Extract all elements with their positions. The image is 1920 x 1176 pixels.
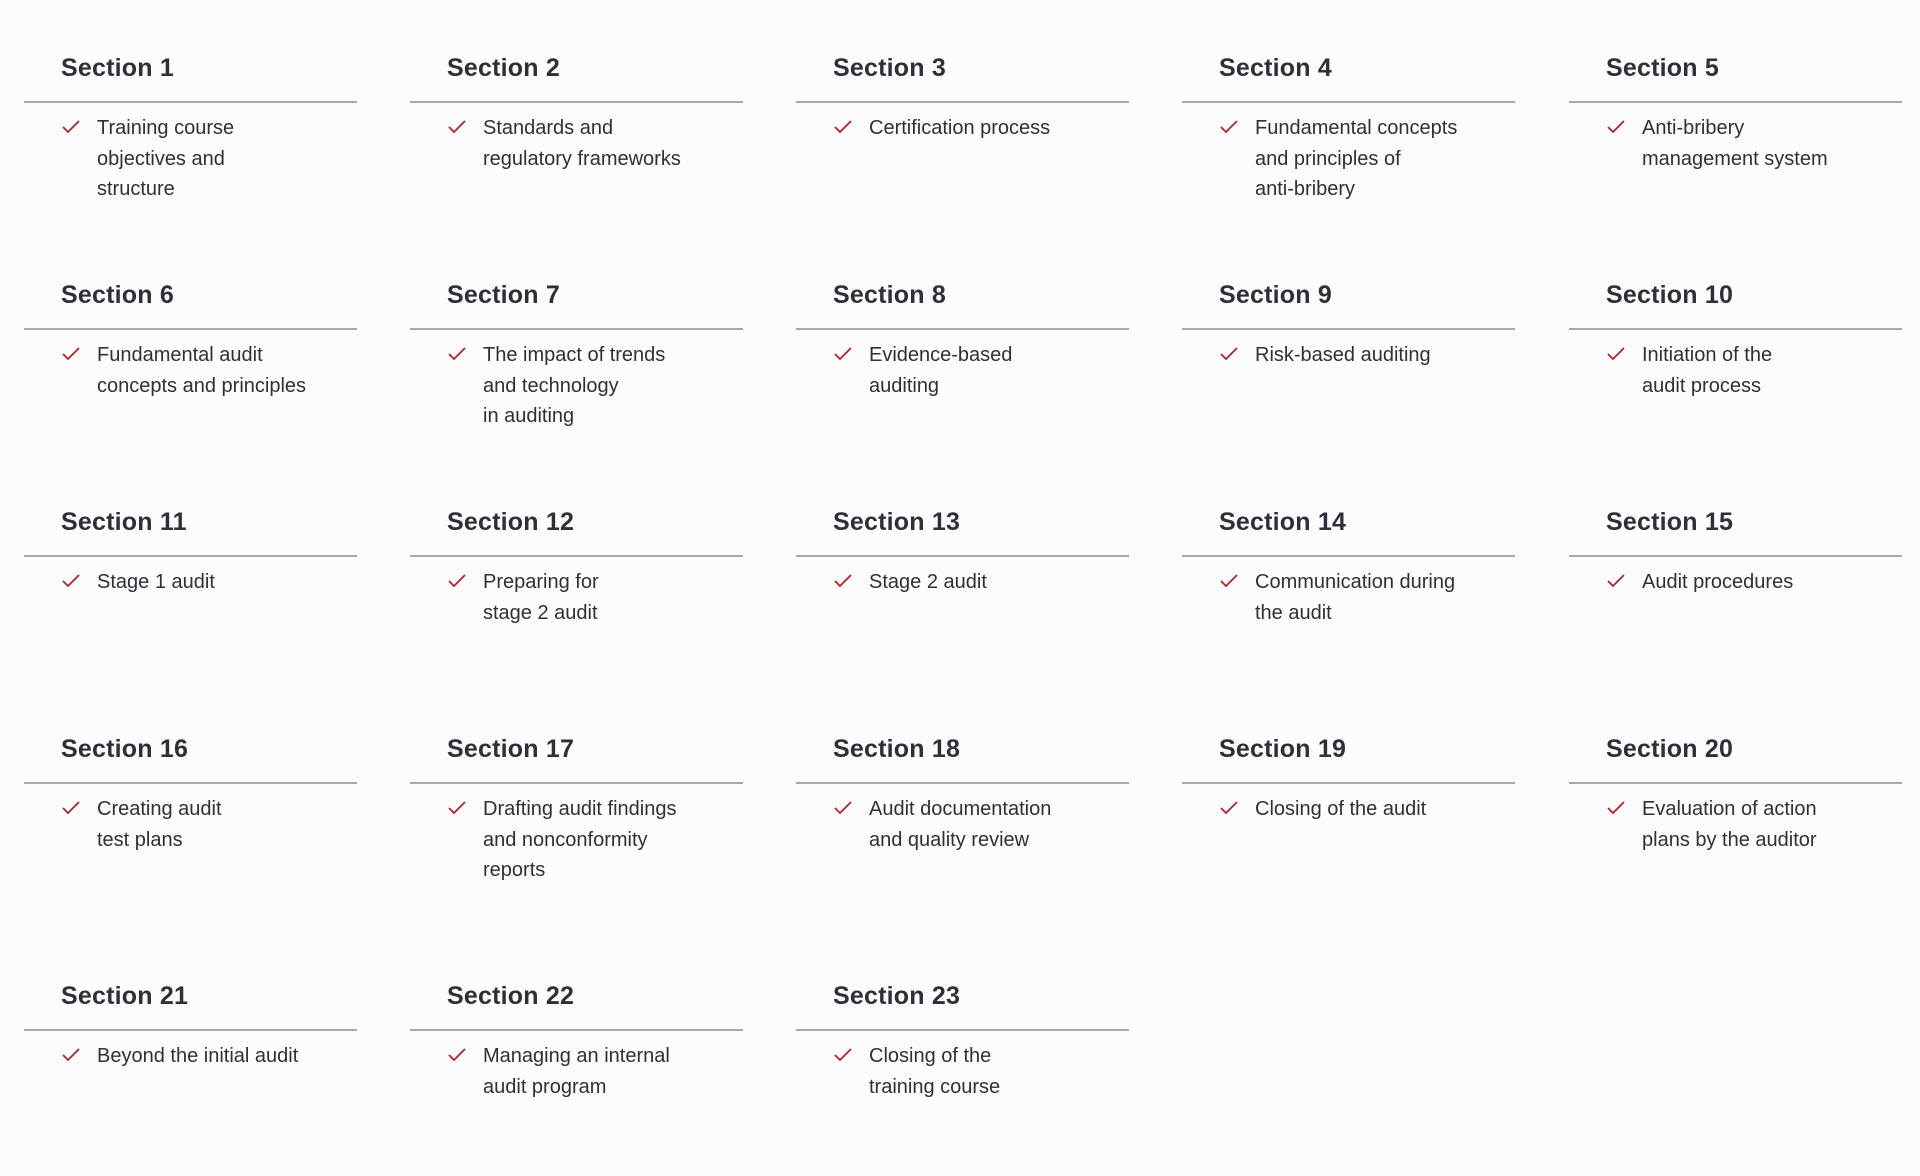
section-card <box>410 275 743 432</box>
section-item <box>410 113 728 174</box>
check-icon <box>61 800 81 816</box>
section-item <box>24 340 342 401</box>
section-divider <box>1569 328 1902 330</box>
section-item-text: The impact of trends and technology in auditing <box>483 344 666 427</box>
section-item-text: Initiation of the audit process <box>1642 344 1773 397</box>
section-title: Section 5 <box>1606 54 1719 82</box>
section-divider <box>410 101 743 103</box>
section-item-text: Stage 1 audit <box>97 571 215 593</box>
check-icon <box>1606 346 1626 362</box>
section-card <box>1182 275 1515 371</box>
section-divider <box>1569 555 1902 557</box>
section-card <box>1182 729 1515 825</box>
check-icon <box>833 800 853 816</box>
section-item <box>24 1041 342 1072</box>
check-icon <box>1219 800 1239 816</box>
section-divider <box>796 782 1129 784</box>
check-icon <box>833 1047 853 1063</box>
section-title: Section 15 <box>1606 508 1734 536</box>
check-icon <box>833 119 853 135</box>
section-card <box>1182 502 1515 628</box>
section-divider <box>410 1029 743 1031</box>
section-item <box>24 113 342 205</box>
section-item <box>410 340 728 432</box>
section-item <box>796 794 1114 855</box>
section-item <box>410 794 728 886</box>
section-item <box>24 794 342 855</box>
section-item-text: Closing of the training course <box>869 1045 1001 1098</box>
section-card <box>24 976 357 1072</box>
sections-row <box>24 48 1902 248</box>
section-card <box>24 729 357 855</box>
section-card <box>410 976 743 1102</box>
section-title: Section 16 <box>61 735 189 763</box>
section-item-text: Training course objectives and structure <box>97 117 235 200</box>
section-divider <box>1182 101 1515 103</box>
section-item-text: Managing an internal audit program <box>483 1045 670 1098</box>
check-icon <box>61 573 81 589</box>
section-item <box>1182 340 1500 371</box>
section-card <box>1182 48 1515 205</box>
section-card <box>796 729 1129 855</box>
section-divider <box>24 1029 357 1031</box>
check-icon <box>447 800 467 816</box>
section-item-text: Audit procedures <box>1642 571 1794 593</box>
section-card <box>410 502 743 628</box>
sections-row <box>24 976 1902 1176</box>
section-divider <box>24 101 357 103</box>
section-item <box>796 567 1114 598</box>
section-item-text: Drafting audit findings and nonconformity reports <box>483 798 677 881</box>
section-title: Section 3 <box>833 54 946 82</box>
section-title: Section 18 <box>833 735 961 763</box>
section-item <box>796 1041 1114 1102</box>
check-icon <box>61 1047 81 1063</box>
section-card <box>796 976 1129 1102</box>
section-title: Section 10 <box>1606 281 1734 309</box>
check-icon <box>1606 573 1626 589</box>
section-item-text: Preparing for stage 2 audit <box>483 571 599 624</box>
section-card <box>24 502 357 598</box>
check-icon <box>61 119 81 135</box>
section-divider <box>1569 782 1902 784</box>
check-icon <box>447 119 467 135</box>
check-icon <box>1219 573 1239 589</box>
section-divider <box>410 782 743 784</box>
section-title: Section 21 <box>61 982 189 1010</box>
section-item-text: Audit documentation and quality review <box>869 798 1052 851</box>
section-divider <box>1182 555 1515 557</box>
section-title: Section 11 <box>61 508 187 536</box>
section-card <box>1569 729 1902 855</box>
section-divider <box>796 328 1129 330</box>
section-item-text: Fundamental audit concepts and principles <box>97 344 307 397</box>
sections-row <box>24 502 1902 702</box>
section-divider <box>796 1029 1129 1031</box>
section-item <box>1569 794 1887 855</box>
sections-row <box>24 275 1902 475</box>
section-title: Section 23 <box>833 982 961 1010</box>
section-item <box>796 113 1114 144</box>
section-title: Section 22 <box>447 982 575 1010</box>
section-divider <box>1182 782 1515 784</box>
section-item <box>1569 340 1887 401</box>
check-icon <box>447 1047 467 1063</box>
section-title: Section 12 <box>447 508 575 536</box>
section-title: Section 2 <box>447 54 560 82</box>
section-card <box>24 275 357 401</box>
section-title: Section 19 <box>1219 735 1347 763</box>
section-card <box>796 275 1129 401</box>
section-title: Section 8 <box>833 281 946 309</box>
section-item <box>1182 794 1500 825</box>
section-card <box>1569 275 1902 401</box>
section-item-text: Evidence-based auditing <box>869 344 1013 397</box>
section-divider <box>796 555 1129 557</box>
section-divider <box>24 782 357 784</box>
section-title: Section 9 <box>1219 281 1332 309</box>
section-item-text: Creating audit test plans <box>97 798 222 851</box>
section-card <box>24 48 357 205</box>
section-title: Section 17 <box>447 735 575 763</box>
section-divider <box>410 328 743 330</box>
section-card <box>1569 48 1902 174</box>
section-item <box>410 567 728 628</box>
section-divider <box>1569 101 1902 103</box>
section-item <box>796 340 1114 401</box>
check-icon <box>447 573 467 589</box>
section-card <box>796 502 1129 598</box>
section-divider <box>796 101 1129 103</box>
check-icon <box>447 346 467 362</box>
section-item <box>1569 567 1887 598</box>
section-item-text: Communication during the audit <box>1255 571 1456 624</box>
section-item <box>1182 113 1500 205</box>
section-item-text: Fundamental concepts and principles of anti-bribery <box>1255 117 1458 200</box>
check-icon <box>61 346 81 362</box>
section-title: Section 20 <box>1606 735 1734 763</box>
section-card <box>410 48 743 174</box>
check-icon <box>833 346 853 362</box>
section-item-text: Stage 2 audit <box>869 571 987 593</box>
section-item <box>24 567 342 598</box>
check-icon <box>1606 119 1626 135</box>
sections-row <box>24 729 1902 929</box>
section-divider <box>24 555 357 557</box>
check-icon <box>1219 346 1239 362</box>
section-item <box>1182 567 1500 628</box>
section-title: Section 7 <box>447 281 560 309</box>
section-title: Section 4 <box>1219 54 1332 82</box>
section-item <box>1569 113 1887 174</box>
section-item-text: Evaluation of action plans by the auditor <box>1642 798 1817 851</box>
section-card <box>796 48 1129 144</box>
section-item-text: Standards and regulatory frameworks <box>483 117 681 170</box>
section-divider <box>410 555 743 557</box>
section-item-text: Risk-based auditing <box>1255 344 1431 366</box>
section-card <box>410 729 743 886</box>
section-card <box>1569 502 1902 598</box>
section-divider <box>24 328 357 330</box>
section-item-text: Certification process <box>869 117 1051 139</box>
check-icon <box>1606 800 1626 816</box>
check-icon <box>1219 119 1239 135</box>
section-divider <box>1182 328 1515 330</box>
section-title: Section 13 <box>833 508 961 536</box>
section-item-text: Anti-bribery management system <box>1642 117 1828 170</box>
check-icon <box>833 573 853 589</box>
section-item <box>410 1041 728 1102</box>
section-title: Section 14 <box>1219 508 1347 536</box>
section-item-text: Beyond the initial audit <box>97 1045 299 1067</box>
section-title: Section 1 <box>61 54 174 82</box>
section-item-text: Closing of the audit <box>1255 798 1427 820</box>
section-title: Section 6 <box>61 281 174 309</box>
